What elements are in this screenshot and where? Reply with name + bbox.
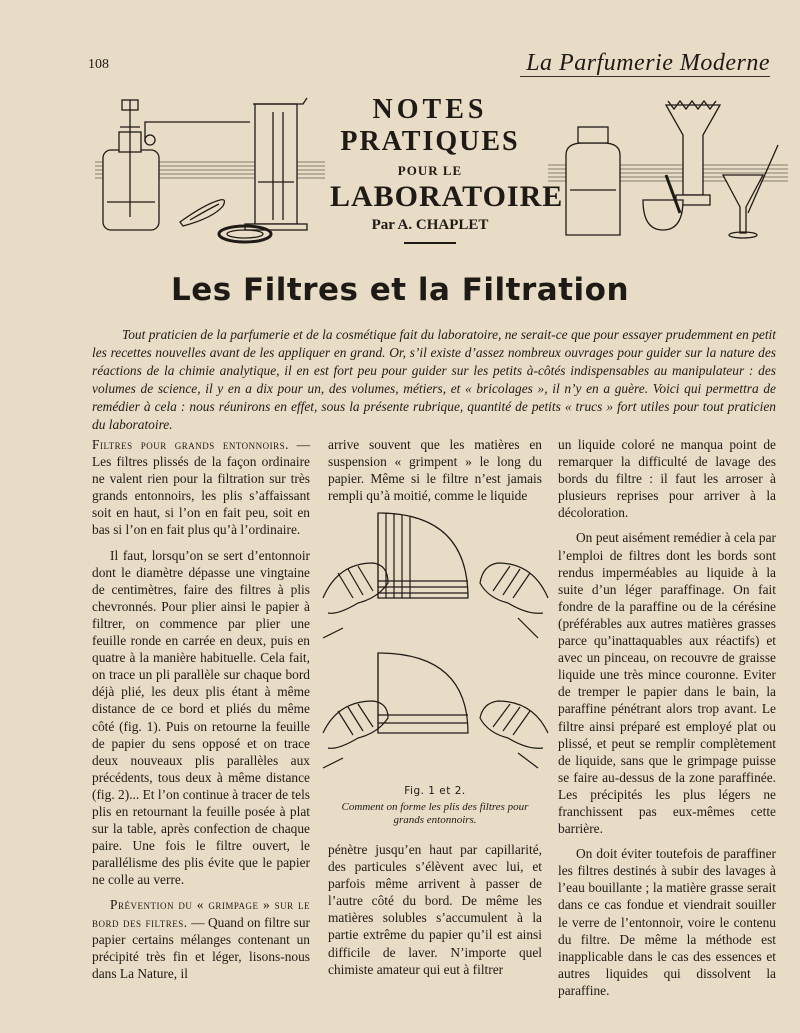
journal-title: La Parfumerie Moderne — [526, 50, 770, 76]
lab-apparatus-illustration-left — [95, 92, 325, 252]
column-1 — [92, 436, 310, 982]
paragraph: On doit éviter toutefois de paraffiner les filtres destinés à subir des lavages à l’eau bouillante ; la matière grasse serait dans ce cas fondue et viendrait souiller le verre de l’entonnoir, voire le contenu du filtre. De même la méthode est inapplicable dans le cas des essences et autres liquides qui dissolvent la paraffine. — [558, 846, 776, 998]
paragraph: arrive souvent que les matières en suspension « grimpent » le long du papier. Même si le filtre n’est jamais rempli qu’à moitié, comme le liquide — [328, 437, 542, 504]
article-title: Les Filtres et la Filtration — [170, 272, 630, 308]
subheading-grimpage: Prévention du « grimpage » sur le bord des filtres. — [92, 897, 310, 930]
section-title-laboratoire: LABORATOIRE — [330, 180, 564, 213]
paragraph: — Quand on filtre sur papier certains mélanges contenant un précipité très fin et léger, lisons-nous dans La Nature, il — [92, 914, 310, 981]
paragraph: pénètre jusqu’en haut par capillarité, des particules s’élèvent avec lui, et parfois même arrivent à passer de l’autre côté du bord. De même les matières solubles s’accumulent à la partie extrême du papier qu’il est ainsi difficile de laver. N’importe quel chimiste amateur qui eut à filtrer — [328, 842, 542, 977]
figure-label: Fig. 1 et 2. — [404, 785, 466, 797]
lab-apparatus-illustration-right — [548, 95, 788, 250]
paragraph: — Les filtres plissés de la façon ordinaire ne valent rien pour la filtration sur très grands entonnoirs, les plis s’affaissant soit en haut, si l’on en fait peu, soit en bas si l’on en fait plus qu’à l’ordinaire. — [92, 437, 310, 538]
section-title-pour-le: POUR LE — [397, 163, 463, 178]
paragraph: Il faut, lorsqu’on se sert d’entonnoir dont le diamètre dépasse une vingtaine de centimètres, faire des filtres à plis chevronnés. Pour plier ainsi le papier à filtrer, on commence par plier une feuille ronde en carrée en deux, puis en quatre à la manière habituelle. Cela fait, on trace un pli parallèle sur chaque bord déjà plié, les deux plis étant à même distance de ce bord et pliés du même côté (fig. 1). Puis on retourne la feuille de papier du sens opposé et on trace deux nouveaux plis parallèles aux précédents, tous deux à même distance (fig. 2)... Et l’on continue à tracer de tels plis en retournant la feuille posée à plat sur la table, après confection de chaque paire. Une fois le filtre ouvert, le parallélisme des plis évite que le papier ne colle au verre. — [92, 547, 310, 888]
paragraph: un liquide coloré ne manqua point de remarquer la difficulté de lavage des bords du filtre : il faut les arroser à plusieurs reprises pour arriver à la décoloration. — [558, 437, 776, 521]
section-title-block — [330, 94, 564, 244]
title-rule — [404, 242, 456, 244]
figure-caption-text: Comment on forme les plis des filtres pour grands entonnoirs. — [341, 801, 529, 826]
byline: Par A. CHAPLET — [371, 217, 489, 233]
column-3 — [558, 436, 776, 999]
figure-caption — [328, 785, 542, 827]
column-2-top — [328, 436, 542, 504]
section-title-pratiques: PRATIQUES — [340, 126, 520, 157]
header-rule — [520, 76, 770, 77]
page-number: 108 — [88, 57, 109, 72]
paragraph: On peut aisément remédier à cela par l’emploi de filtres dont les bords sont rendus imperméables au liquide à la suite d’un léger paraffinage. On fait fondre de la paraffine ou de la cérésine (préférables aux autres matières grasses parce qu’inattaquables aux réactifs) et avec un pinceau, on recouvre de graisse liquide une très mince couronne. Eviter de tremper le papier dans le bain, la paraffine pénétrant alors trop avant. Le filtre ainsi préparé est employé plat ou plissé, et peut se remplir complètement de liquide, sans que le grimpage puisse se faire au-dessus de la zone paraffinée. Les précipités les plus légers ne franchissent pas eux-mêmes cette barrière. — [558, 530, 776, 837]
article-intro: Tout praticien de la parfumerie et de la cosmétique fait du laboratoire, ne serait-ce que pour essayer prudemment en petit les recettes nouvelles avant de les appliquer en grand. Or, s’il existe d’assez nombreux ouvrages pour guider sur la nature des réactions de la chimie analytique, il en est fort peu pour guider sur les petits à-côtés indispensables au manipulateur : des volumes de science, il y en a dix pour un, des volumes, métiers, et « bricolages », il n’y en a guère. Voici qui permettra de remédier à cela : nous réunirons en effet, sous la présente rubrique, quantité de petits « trucs » fort utiles pour tout praticien du laboratoire. — [92, 327, 776, 432]
filter-folding-figure — [318, 503, 554, 803]
column-2-bottom — [328, 841, 542, 978]
subheading-large-funnels: Filtres pour grands entonnoirs. — [92, 437, 290, 452]
section-title-notes: NOTES — [372, 94, 488, 125]
